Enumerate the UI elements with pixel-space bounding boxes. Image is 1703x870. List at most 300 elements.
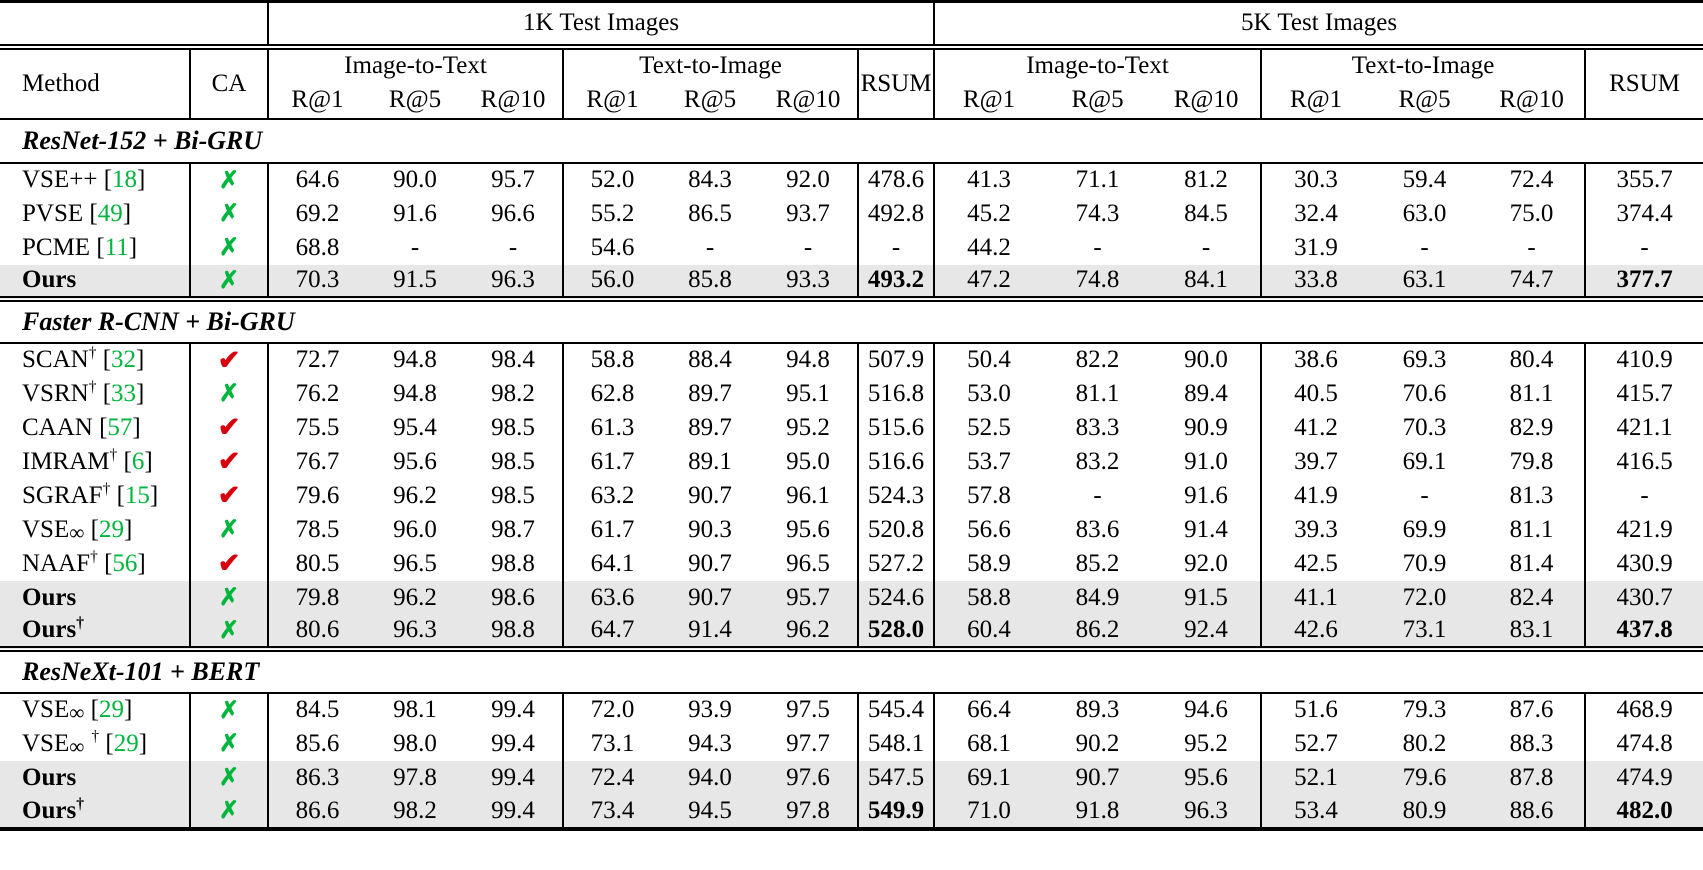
method-name: Ours [22, 616, 77, 643]
metric-cell: 66.4 [934, 693, 1043, 727]
metric-cell: 96.3 [1184, 796, 1228, 824]
cross-icon: ✗ [218, 617, 240, 644]
method-cell: SGRAF† [15] [22, 480, 159, 509]
metric-cell: 96.1 [786, 481, 830, 509]
table-row [0, 479, 1703, 513]
metric-cell: 33.8 [1261, 265, 1370, 299]
metric-cell: 88.6 [1509, 796, 1554, 824]
rsum-cell: 516.6 [858, 445, 934, 479]
column-header-rsum-5k: RSUM [1585, 47, 1703, 119]
metric-cell: 98.0 [393, 729, 437, 757]
metric-cell: 82.2 [1075, 346, 1120, 373]
table-body [0, 119, 1703, 829]
method-subscript: ∞ [69, 734, 85, 759]
metric-cell: 56.6 [934, 513, 1043, 547]
metric-cell: 98.2 [491, 379, 535, 407]
column-header-r1: R@1 [934, 83, 1043, 119]
metric-cell: 32.4 [1261, 197, 1370, 231]
metric-cell: 96.3 [491, 266, 535, 293]
metric-cell: 72.4 [563, 761, 661, 795]
column-header-r5: R@5 [1370, 83, 1479, 119]
metric-cell: - [705, 233, 715, 261]
metric-cell: 41.3 [934, 163, 1043, 197]
citation-number: 18 [112, 166, 138, 193]
group-header-5k-text-to-image: Text-to-Image [1261, 47, 1585, 83]
metric-cell: 63.6 [563, 581, 661, 615]
check-icon: ✔ [217, 480, 241, 510]
column-header-r1: R@1 [563, 83, 661, 119]
metric-cell: 94.8 [393, 346, 437, 373]
metric-cell: 57.8 [934, 479, 1043, 513]
metric-cell: 42.6 [1261, 615, 1370, 649]
metric-cell: 72.0 [1402, 583, 1447, 611]
metric-cell: 89.4 [1184, 379, 1228, 407]
method-cell [0, 761, 190, 795]
metric-cell: 52.0 [563, 163, 661, 197]
method-name: PCME [22, 233, 91, 261]
rsum-cell: 524.6 [858, 581, 934, 615]
table-row [0, 411, 1703, 445]
rsum-cell: 416.5 [1585, 445, 1703, 479]
metric-cell: 89.3 [1075, 696, 1120, 723]
metric-cell: 91.8 [1075, 796, 1120, 824]
column-header-r10: R@10 [1479, 83, 1585, 119]
metric-cell: 79.6 [268, 479, 366, 513]
metric-cell: - [1527, 233, 1536, 261]
metric-cell: 74.3 [1075, 199, 1120, 227]
metric-cell: 98.5 [491, 447, 535, 475]
metric-cell: 76.7 [268, 445, 366, 479]
metric-cell: 98.4 [491, 346, 535, 373]
metric-cell: 88.3 [1509, 729, 1554, 757]
metric-cell: 73.1 [1402, 616, 1447, 643]
cross-icon: ✗ [218, 517, 240, 543]
ca-cell [190, 411, 268, 445]
metric-cell: 61.7 [563, 445, 661, 479]
table-row [0, 795, 1703, 829]
method-name: VSE [22, 696, 70, 723]
metric-cell: 96.6 [491, 199, 535, 227]
group-header-1k: 1K Test Images [268, 2, 934, 47]
table-row [0, 615, 1703, 649]
column-header-r10: R@10 [1152, 83, 1261, 119]
method-name: VSE [22, 729, 70, 757]
metric-cell: 81.3 [1509, 481, 1554, 509]
column-header-rsum-1k: RSUM [858, 47, 934, 119]
test-size-header-row [0, 2, 1703, 47]
metric-cell: 69.2 [268, 197, 366, 231]
table-row [0, 547, 1703, 581]
group-header-5k-image-to-text: Image-to-Text [934, 47, 1261, 83]
metric-cell: 80.5 [268, 547, 366, 581]
metric-cell: 82.4 [1509, 583, 1554, 611]
dagger-superscript: † [76, 614, 84, 632]
table-row [0, 231, 1703, 265]
method-name: CAAN [22, 413, 93, 441]
ca-cell [190, 163, 268, 197]
metric-cell: 74.8 [1075, 266, 1120, 293]
metric-cell: 80.4 [1509, 346, 1554, 373]
dagger-superscript: † [102, 480, 111, 498]
dagger-superscript: † [90, 548, 98, 566]
cross-icon: ✗ [218, 731, 240, 757]
metric-cell: 63.0 [1402, 199, 1447, 227]
metric-cell: 71.1 [1075, 166, 1120, 193]
metric-cell: 85.8 [688, 266, 732, 293]
metric-cell: 90.0 [1184, 346, 1228, 373]
metric-cell: 93.9 [688, 696, 732, 723]
cross-icon: ✗ [218, 267, 240, 294]
metric-cell: 58.9 [934, 547, 1043, 581]
metric-cell: 75.0 [1509, 199, 1554, 227]
ca-cell [190, 479, 268, 513]
rsum-cell: 482.0 [1585, 795, 1703, 829]
metric-cell: 64.7 [563, 615, 661, 649]
metric-cell: 84.3 [688, 166, 732, 193]
section-title: ResNeXt-101 + BERT [0, 649, 1703, 693]
metric-cell: - [410, 233, 420, 261]
metric-cell: 90.7 [688, 583, 732, 611]
metric-cell: 73.1 [563, 727, 661, 761]
metric-cell: 81.1 [1075, 379, 1120, 407]
method-name: VSE [22, 515, 70, 543]
header-spacer [0, 2, 268, 47]
rsum-cell: 549.9 [858, 795, 934, 829]
metric-cell: 78.5 [268, 513, 366, 547]
metric-cell: 63.2 [563, 479, 661, 513]
metric-cell: 68.1 [934, 727, 1043, 761]
metric-cell: - [1093, 233, 1102, 261]
rsum-cell: 430.7 [1585, 581, 1703, 615]
metric-cell: 93.3 [786, 266, 830, 293]
metric-cell: - [1201, 233, 1211, 261]
ca-cell [190, 761, 268, 795]
metric-cell: 61.7 [563, 513, 661, 547]
metric-cell: 59.4 [1402, 166, 1447, 193]
metric-cell: 44.2 [934, 231, 1043, 265]
metric-cell: 53.7 [934, 445, 1043, 479]
metric-cell: 75.5 [268, 411, 366, 445]
metric-cell: - [803, 233, 813, 261]
group-header-1k-text-to-image: Text-to-Image [563, 47, 858, 83]
metric-cell: 71.0 [934, 795, 1043, 829]
metric-cell: 81.2 [1184, 166, 1228, 193]
metric-cell: 85.6 [268, 727, 366, 761]
method-name: VSE++ [22, 166, 98, 193]
metric-cell: 91.0 [1184, 447, 1228, 475]
metric-cell: 69.3 [1402, 346, 1447, 373]
metric-cell: 82.9 [1509, 413, 1554, 441]
method-cell [0, 795, 190, 829]
metric-cell: 81.4 [1509, 549, 1554, 577]
metric-cell: 62.8 [563, 377, 661, 411]
method-name: VSRN [22, 379, 89, 407]
ca-cell [190, 265, 268, 299]
metric-cell: 41.1 [1261, 581, 1370, 615]
method-cell [0, 581, 190, 615]
metric-cell: 53.4 [1261, 795, 1370, 829]
metric-cell: 84.1 [1184, 266, 1228, 293]
metric-cell: 39.7 [1261, 445, 1370, 479]
ca-cell [190, 795, 268, 829]
metric-cell: 91.4 [688, 616, 732, 643]
metric-cell: 98.6 [491, 583, 535, 611]
rsum-cell: 515.6 [858, 411, 934, 445]
metric-cell: 92.4 [1184, 616, 1228, 643]
metric-cell: 89.7 [688, 413, 732, 441]
method-name: PVSE [22, 199, 84, 227]
table-row [0, 581, 1703, 615]
metric-cell: 97.8 [393, 763, 437, 791]
metric-cell: 97.5 [786, 696, 830, 723]
metric-cell: 56.0 [563, 265, 661, 299]
ca-cell [190, 445, 268, 479]
rsum-cell: 421.1 [1585, 411, 1703, 445]
metric-cell: 89.7 [688, 379, 732, 407]
rsum-cell: 355.7 [1585, 163, 1703, 197]
rsum-cell: 545.4 [858, 693, 934, 727]
ca-cell [190, 581, 268, 615]
citation-number: 15 [124, 481, 150, 509]
metric-cell: 90.9 [1184, 413, 1228, 441]
metric-cell: 45.2 [934, 197, 1043, 231]
metric-cell: 84.9 [1075, 583, 1120, 611]
metric-cell: 72.7 [268, 343, 366, 377]
metric-cell: 81.1 [1509, 515, 1554, 543]
metric-cell: 52.1 [1261, 761, 1370, 795]
ca-cell [190, 615, 268, 649]
metric-cell: 87.6 [1509, 696, 1554, 723]
method-name: NAAF [22, 549, 91, 577]
method-cell: PCME [11] [22, 233, 138, 261]
method-cell [0, 615, 190, 649]
citation-number: 11 [104, 233, 129, 261]
metric-cell: 72.0 [563, 693, 661, 727]
rsum-cell: 548.1 [858, 727, 934, 761]
method-subscript: ∞ [69, 520, 85, 545]
method-cell: $VSE_\infty$ † [29] [22, 728, 148, 759]
metric-cell: 91.6 [1184, 481, 1228, 509]
table-row [0, 761, 1703, 795]
dagger-superscript: † [76, 795, 84, 813]
metric-cell: 80.2 [1402, 729, 1447, 757]
table-row [0, 693, 1703, 727]
dagger-superscript: † [91, 728, 100, 746]
metric-cell: 79.8 [268, 581, 366, 615]
metric-cell: 68.8 [268, 231, 366, 265]
table-row [0, 513, 1703, 547]
method-cell: SCAN† [32] [22, 344, 145, 373]
metric-cell: 91.6 [393, 199, 437, 227]
metric-cell: 40.5 [1261, 377, 1370, 411]
table-row [0, 377, 1703, 411]
metric-cell: 86.3 [268, 761, 366, 795]
metric-cell: 79.6 [1402, 763, 1447, 791]
check-icon: ✔ [217, 344, 241, 375]
ca-cell [190, 693, 268, 727]
rsum-cell: 474.8 [1585, 727, 1703, 761]
metric-cell: - [1420, 481, 1429, 509]
metric-cell: 99.4 [491, 696, 535, 723]
metric-cell: 61.3 [563, 411, 661, 445]
method-cell [0, 265, 190, 299]
metric-cell: 52.5 [934, 411, 1043, 445]
metric-cell: 96.2 [393, 481, 437, 509]
column-header-ca: CA [190, 47, 268, 119]
cross-icon: ✗ [218, 201, 240, 227]
metric-cell: 72.4 [1509, 166, 1554, 193]
rsum-cell: 478.6 [858, 163, 934, 197]
metric-cell: 98.7 [491, 515, 535, 543]
rsum-cell: 524.3 [858, 479, 934, 513]
cross-icon: ✗ [218, 381, 240, 407]
metric-cell: 96.3 [393, 616, 437, 643]
metric-cell: 98.5 [491, 413, 535, 441]
metric-cell: 70.9 [1402, 549, 1447, 577]
ca-cell [190, 377, 268, 411]
column-header-r1: R@1 [1261, 83, 1370, 119]
metric-cell: 98.8 [491, 616, 535, 643]
table-row [0, 265, 1703, 299]
metric-cell: 97.7 [786, 729, 830, 757]
method-name: Ours [22, 583, 77, 611]
metric-cell: 86.5 [688, 199, 732, 227]
cross-icon: ✗ [218, 798, 240, 824]
metric-cell: 86.2 [1075, 616, 1120, 643]
rsum-cell: 547.5 [858, 761, 934, 795]
method-subscript: ∞ [69, 700, 85, 725]
metric-cell: 55.2 [563, 197, 661, 231]
metric-cell: 92.0 [1184, 549, 1228, 577]
metric-cell: 83.6 [1075, 515, 1120, 543]
metric-cell: 98.2 [393, 796, 437, 824]
metric-cell: 96.2 [786, 616, 830, 643]
group-header-1k-image-to-text: Image-to-Text [268, 47, 563, 83]
metric-cell: 69.1 [934, 761, 1043, 795]
rsum-cell: 474.9 [1585, 761, 1703, 795]
metric-cell: 64.6 [268, 163, 366, 197]
metric-cell: 54.6 [563, 231, 661, 265]
table-row [0, 445, 1703, 479]
citation-number: 29 [113, 729, 139, 757]
rsum-cell: - [1585, 231, 1703, 265]
metric-cell: 90.7 [688, 481, 732, 509]
metric-cell: 96.2 [393, 583, 437, 611]
section-row [0, 649, 1703, 693]
metric-cell: 94.6 [1184, 696, 1228, 723]
metric-cell: 90.7 [688, 549, 732, 577]
metric-cell: 95.7 [786, 583, 830, 611]
metric-cell: 95.2 [786, 413, 830, 441]
metric-cell: 95.6 [1184, 763, 1228, 791]
table-row [0, 727, 1703, 761]
metric-cell: 96.0 [393, 515, 437, 543]
metric-cell: 58.8 [563, 343, 661, 377]
cross-icon: ✗ [218, 697, 240, 724]
metric-cell: 60.4 [934, 615, 1043, 649]
metric-cell: 94.8 [393, 379, 437, 407]
metric-cell: 30.3 [1261, 163, 1370, 197]
rsum-cell: 493.2 [858, 265, 934, 299]
ca-cell [190, 231, 268, 265]
metric-cell: 39.3 [1261, 513, 1370, 547]
citation-number: 56 [112, 549, 138, 577]
metric-cell: 70.3 [1402, 413, 1447, 441]
cross-icon: ✗ [218, 585, 240, 611]
ca-cell [190, 727, 268, 761]
metric-cell: 86.6 [268, 795, 366, 829]
rsum-cell: 516.8 [858, 377, 934, 411]
metric-cell: 38.6 [1261, 343, 1370, 377]
metric-cell: 83.2 [1075, 447, 1120, 475]
ca-cell [190, 343, 268, 377]
citation-number: 6 [131, 447, 145, 475]
metric-cell: 94.8 [786, 346, 830, 373]
check-icon: ✔ [217, 446, 241, 476]
citation-number: 29 [98, 515, 124, 543]
metric-cell: 63.1 [1402, 266, 1447, 293]
dagger-superscript: † [88, 344, 97, 362]
metric-cell: 88.4 [688, 346, 732, 373]
metric-cell: 97.6 [786, 763, 830, 791]
cross-icon: ✗ [218, 765, 240, 791]
metric-cell: 52.7 [1261, 727, 1370, 761]
metric-cell: 31.9 [1261, 231, 1370, 265]
metric-cell: 80.9 [1402, 796, 1447, 824]
metric-cell: - [508, 233, 518, 261]
rsum-cell: 410.9 [1585, 343, 1703, 377]
metric-cell: 96.5 [393, 549, 437, 577]
metric-cell: 84.5 [1184, 199, 1228, 227]
column-header-r10: R@10 [464, 83, 563, 119]
metric-cell: 70.6 [1402, 379, 1447, 407]
dagger-superscript: † [88, 378, 97, 396]
table-row [0, 343, 1703, 377]
column-header-method: Method [0, 47, 190, 119]
metric-cell: 98.1 [393, 696, 437, 723]
method-cell: VSRN† [33] [22, 378, 145, 407]
metric-cell: 96.5 [786, 549, 830, 577]
metric-cell: 41.9 [1261, 479, 1370, 513]
column-header-r5: R@5 [366, 83, 464, 119]
metric-cell: 94.5 [688, 796, 732, 824]
section-row [0, 299, 1703, 343]
metric-cell: 91.5 [393, 266, 437, 293]
metric-cell: 73.4 [563, 795, 661, 829]
method-cell: VSE++ [18] [22, 166, 146, 193]
metric-cell: 97.8 [786, 796, 830, 824]
ca-cell [190, 513, 268, 547]
metric-cell: 83.3 [1075, 413, 1120, 441]
metric-cell: 90.2 [1075, 729, 1120, 757]
rsum-cell: - [858, 231, 934, 265]
metric-cell: 90.0 [393, 166, 437, 193]
column-group-header-row [0, 47, 1703, 83]
metric-cell: 53.0 [934, 377, 1043, 411]
metric-cell: 95.6 [786, 515, 830, 543]
metric-cell: - [1093, 481, 1102, 509]
metric-cell: 95.4 [393, 413, 437, 441]
metric-cell: 69.9 [1402, 515, 1447, 543]
metric-cell: 87.8 [1509, 763, 1554, 791]
section-row [0, 119, 1703, 163]
metric-cell: 92.0 [786, 166, 830, 193]
rsum-cell: 374.4 [1585, 197, 1703, 231]
rsum-cell: 528.0 [858, 615, 934, 649]
metric-cell: 41.2 [1261, 411, 1370, 445]
method-name: Ours [22, 796, 77, 824]
metric-cell: 98.8 [491, 549, 535, 577]
